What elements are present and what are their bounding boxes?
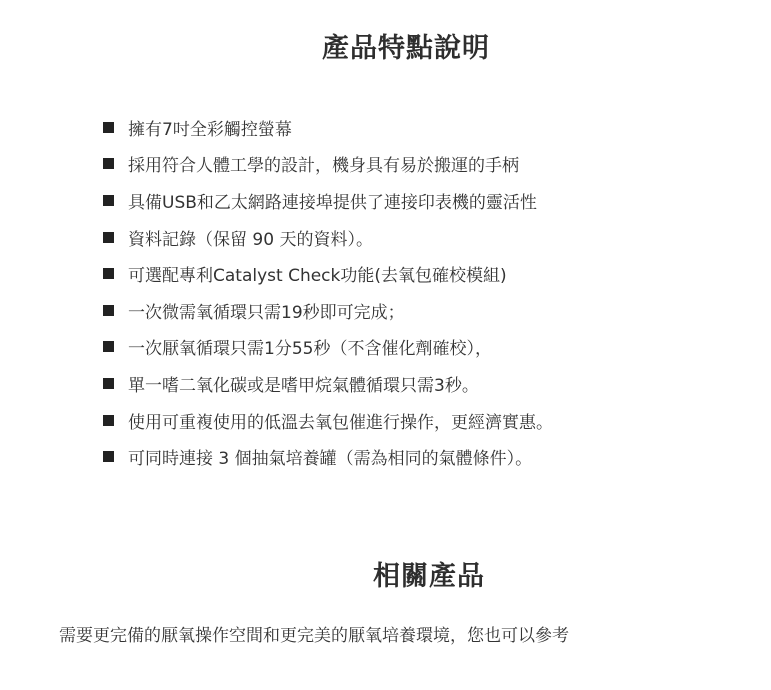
square-bullet-icon [103,415,114,426]
feature-text: 具備USB和乙太網路連接埠提供了連接印表機的靈活性 [128,192,537,213]
feature-item-5 [103,255,553,292]
related-products-title: 相關產品 [373,561,485,592]
square-bullet-icon [103,122,114,133]
feature-text: 單一嗜二氧化碳或是嗜甲烷氣體循環只需3秒。 [128,375,479,396]
square-bullet-icon [103,195,114,206]
feature-text: 可選配專利Catalyst Check功能(去氧包確校模組) [128,266,507,287]
feature-list [103,109,553,475]
square-bullet-icon [103,451,114,462]
feature-text: 一次厭氧循環只需1分55秒（不含催化劑確校）， [128,339,492,360]
square-bullet-icon [103,268,114,279]
feature-text: 使用可重複使用的低溫去氧包催進行操作，更經濟實惠。 [128,412,553,433]
feature-text: 可同時連接 3 個抽氣培養罐（需為相同的氣體條件）。 [128,449,533,470]
feature-text: 一次微需氧循環只需19秒即可完成； [128,302,405,323]
square-bullet-icon [103,232,114,243]
feature-text: 擁有7吋全彩觸控螢幕 [128,119,292,140]
feature-item-8 [103,365,553,402]
feature-item-9 [103,402,553,439]
feature-item-1 [103,109,553,146]
feature-item-10 [103,438,553,475]
feature-text: 採用符合人體工學的設計，機身具有易於搬運的手柄 [128,156,519,177]
feature-item-4 [103,219,553,256]
feature-item-7 [103,329,553,366]
square-bullet-icon [103,305,114,316]
square-bullet-icon [103,378,114,389]
square-bullet-icon [103,341,114,352]
related-products-intro: 需要更完備的厭氧操作空間和更完美的厭氧培養環境，您也可以參考 [59,626,569,646]
feature-item-2 [103,146,553,183]
feature-text: 資料記錄（保留 90 天的資料）。 [128,229,373,250]
feature-item-6 [103,292,553,329]
features-title: 產品特點說明 [322,33,490,64]
feature-item-3 [103,182,553,219]
square-bullet-icon [103,158,114,169]
